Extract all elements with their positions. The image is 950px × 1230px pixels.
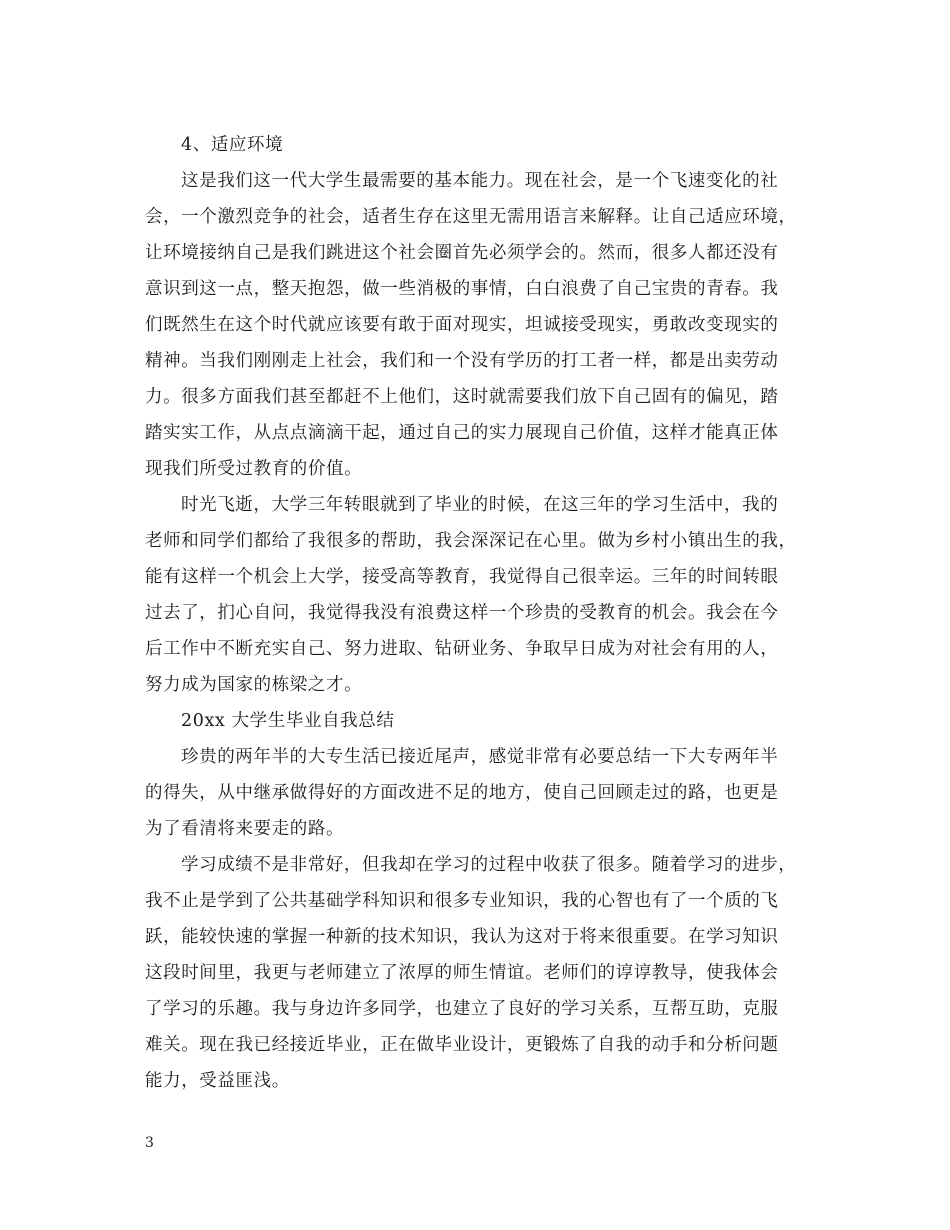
text-line: 我不止是学到了公共基础学科知识和很多专业知识，我的心智也有了一个质的飞 [145, 891, 779, 911]
text-line: 难关。现在我已经接近毕业，正在做毕业设计，更锻炼了自我的动手和分析问题 [145, 1035, 779, 1055]
text-line: 能力，受益匪浅。 [145, 1071, 290, 1091]
text-line: 老师和同学们都给了我很多的帮助，我会深深记在心里。做为乡村小镇出生的我， [145, 531, 797, 551]
text-line: 精神。当我们刚刚走上社会，我们和一个没有学历的打工者一样，都是出卖劳动 [145, 351, 779, 371]
text-line: 努力成为国家的栋梁之才。 [145, 675, 363, 695]
text-line: 意识到这一点，整天抱怨，做一些消极的事情，白白浪费了自己宝贵的青春。我 [145, 279, 779, 299]
text-line: 4、适应环境 [181, 135, 284, 155]
text-line: 踏实实工作，从点点滴滴干起，通过自己的实力展现自己价值，这样才能真正体 [145, 423, 779, 443]
text-line: 为了看清将来要走的路。 [145, 819, 345, 839]
text-line: 力。很多方面我们甚至都赶不上他们，这时就需要我们放下自己固有的偏见，踏 [145, 387, 779, 407]
text-line: 了学习的乐趣。我与身边许多同学，也建立了良好的学习关系，互帮互助，克服 [145, 999, 779, 1019]
text-line: 时光飞逝，大学三年转眼就到了毕业的时候，在这三年的学习生活中，我的 [181, 495, 779, 515]
text-line: 现我们所受过教育的价值。 [145, 459, 363, 479]
text-line: 20xx 大学生毕业自我总结 [181, 711, 395, 731]
text-line: 学习成绩不是非常好，但我却在学习的过程中收获了很多。随着学习的进步， [181, 855, 797, 875]
text-line: 会，一个激烈竞争的社会，适者生存在这里无需用语言来解释。让自己适应环境， [145, 207, 797, 227]
text-line: 让环境接纳自己是我们跳进这个社会圈首先必须学会的。然而，很多人都还没有 [145, 243, 779, 263]
text-line: 后工作中不断充实自己、努力进取、钻研业务、争取早日成为对社会有用的人， [145, 639, 779, 659]
text-line: 这是我们这一代大学生最需要的基本能力。现在社会，是一个飞速变化的社 [181, 171, 779, 191]
text-line: 的得失，从中继承做得好的方面改进不足的地方，使自己回顾走过的路，也更是 [145, 783, 779, 803]
document-body [145, 127, 810, 1099]
text-line: 跃，能较快速的掌握一种新的技术知识，我认为这对于将来很重要。在学习知识 [145, 927, 779, 947]
text-line: 们既然生在这个时代就应该要有敢于面对现实，坦诚接受现实，勇敢改变现实的 [145, 315, 779, 335]
text-line: 这段时间里，我更与老师建立了浓厚的师生情谊。老师们的谆谆教导，使我体会 [145, 963, 779, 983]
text-line: 过去了，扪心自问，我觉得我没有浪费这样一个珍贵的受教育的机会。我会在今 [145, 603, 779, 623]
page-number: 3 [145, 1135, 154, 1151]
text-line: 珍贵的两年半的大专生活已接近尾声，感觉非常有必要总结一下大专两年半 [181, 747, 779, 767]
text-line: 能有这样一个机会上大学，接受高等教育，我觉得自己很幸运。三年的时间转眼 [145, 567, 779, 587]
